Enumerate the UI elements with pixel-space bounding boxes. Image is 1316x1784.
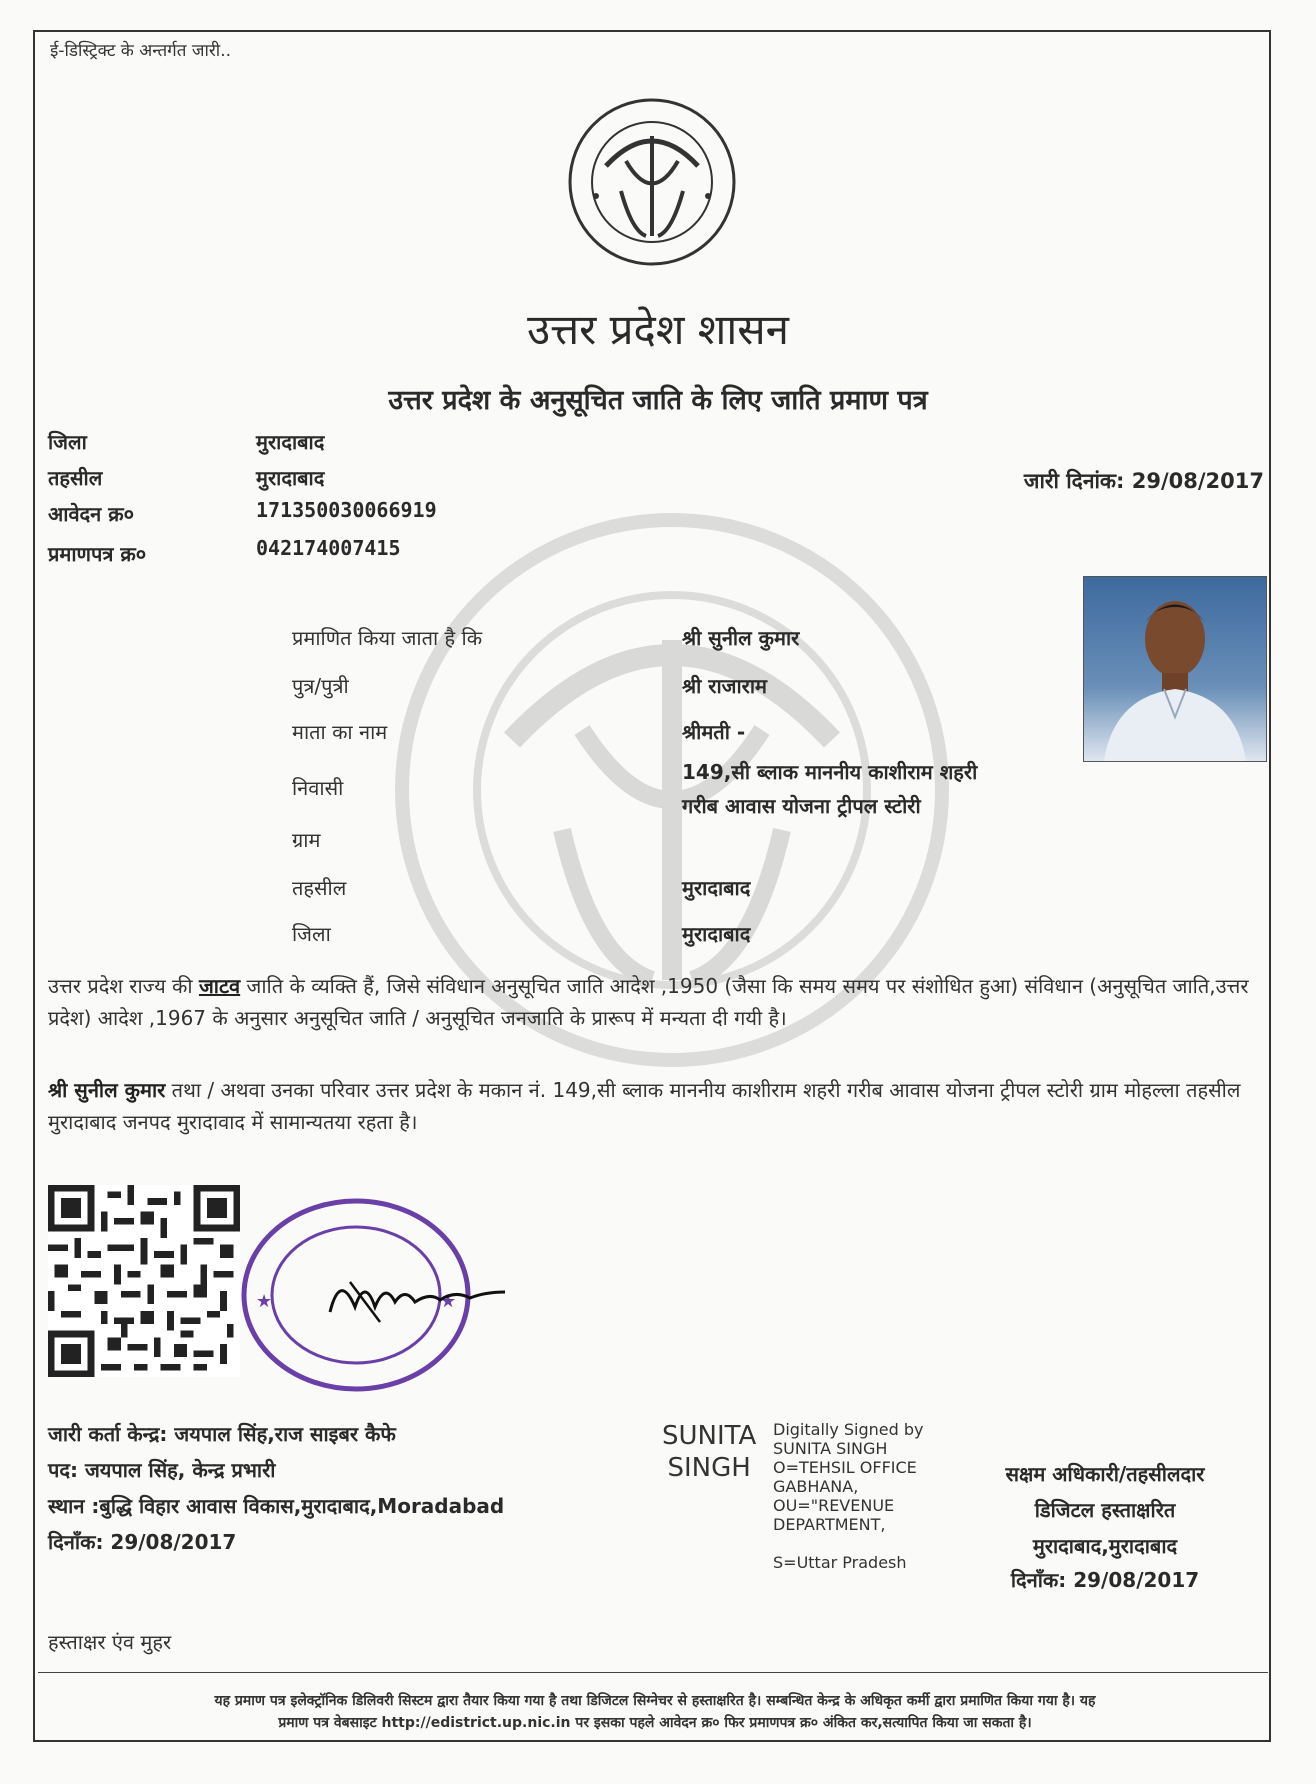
resident-label: निवासी: [292, 776, 344, 800]
ds-line: [773, 1534, 924, 1553]
ds-line: Digitally Signed by: [773, 1420, 924, 1439]
village-label: ग्राम: [292, 828, 321, 852]
ds-line: DEPARTMENT,: [773, 1515, 886, 1534]
son-daughter-of-label: पुत्र/पुत्री: [292, 674, 349, 698]
footer-note: [44, 1690, 1266, 1734]
application-number-label: आवेदन क्र०: [48, 502, 135, 526]
authority-title: सक्षम अधिकारी/तहसीलदार: [1005, 1462, 1205, 1486]
residence-statement: [48, 1074, 1268, 1138]
certificate-number-label: प्रमाणपत्र क्र०: [48, 542, 147, 566]
residence-statement-text: तथा / अथवा उनका परिवार उत्तर प्रदेश के मकान नं. 149,सी ब्लाक माननीय काशीराम शहरी गरीब आवास योजना ट्रीपल स्टोरी ग्राम मोहल्ला तहसील मुरादाबाद जनपद मुरादावाद में सामान्यतया रहता है।: [48, 1078, 1241, 1134]
authority-date: दिनाँक: 29/08/2017: [1010, 1568, 1200, 1592]
svg-text:★: ★: [440, 1291, 457, 1312]
field-district-value: मुरादाबाद: [682, 922, 751, 946]
edistrict-note: ई-डिस्ट्रिक्ट के अन्तर्गत जारी..: [50, 41, 232, 61]
district-label: जिला: [48, 430, 87, 454]
certificate-number-value: 042174007415: [256, 536, 401, 560]
tehsil-label: तहसील: [48, 466, 103, 490]
application-number-value: 171350030066919: [256, 498, 437, 522]
issuer-date: दिनाँक: 29/08/2017: [48, 1530, 237, 1554]
digital-signer-last-name: SINGH: [667, 1453, 751, 1483]
field-tehsil-label: तहसील: [292, 876, 347, 900]
resident-address-line2: गरीब आवास योजना ट्रीपल स्टोरी: [682, 794, 921, 818]
svg-text:★: ★: [256, 1291, 273, 1312]
district-value: मुरादाबाद: [256, 430, 325, 454]
issuer-place: स्थान :बुद्धि विहार आवास विकास,मुरादाबाद,Moradabad: [48, 1494, 505, 1518]
field-tehsil-value: मुरादाबाद: [682, 876, 751, 900]
up-government-emblem: [566, 96, 738, 268]
ds-line: O=TEHSIL OFFICE: [773, 1458, 917, 1477]
tehsil-value: मुरादाबाद: [256, 466, 325, 490]
footer-divider: [38, 1672, 1268, 1673]
ds-line: S=Uttar Pradesh: [773, 1553, 907, 1572]
caste-statement-post: जाति के व्यक्ति हैं, जिसे संविधान अनुसूचित जाति आदेश ,1950 (जैसा कि समय समय पर संशोधित हुआ) संविधान (अनुसूचित जाति,उत्तर प्रदेश) आदेश ,1967 के अनुसार अनुसूचित जाति / अनुसूचित जनजाति के प्रारूप में मन्यता दी गयी है।: [48, 974, 1249, 1030]
footer-line-2: प्रमाण पत्र वेबसाइट http://edistrict.up.nic.in पर इसका पहले आवेदन क्र० फिर प्रमाणपत्र क्र० अंकित कर,सत्यापित किया जा सकता है।: [278, 1715, 1032, 1731]
caste-statement: [48, 970, 1268, 1034]
ds-line: SUNITA SINGH: [773, 1439, 888, 1458]
caste-statement-pre: उत्तर प्रदेश राज्य की: [48, 974, 199, 998]
issue-date: जारी दिनांक: 29/08/2017: [1023, 469, 1264, 493]
issuing-center: जारी कर्ता केन्द्र: जयपाल सिंह,राज साइबर कैफे: [48, 1422, 396, 1446]
handwritten-signature: [320, 1262, 520, 1332]
field-district-label: जिला: [292, 922, 331, 946]
mother-name-label: माता का नाम: [292, 720, 388, 744]
footer-line-1: यह प्रमाण पत्र इलेक्ट्रॉनिक डिलिवरी सिस्टम द्वारा तैयार किया गया है तथा डिजिटल सिग्नेचर से हस्ताक्षरित है। सम्बन्धित केन्द्र के अधिकृत कर्मी द्वारा प्रमाणित किया गया है। यह: [214, 1693, 1096, 1709]
digital-signer-first-name: SUNITA: [662, 1421, 757, 1451]
certified-that-label: प्रमाणित किया जाता है कि: [292, 626, 483, 650]
father-name: श्री राजाराम: [682, 674, 768, 698]
applicant-photo: [1083, 576, 1267, 762]
caste-name: जाटव: [198, 974, 241, 998]
qr-code: [48, 1185, 240, 1377]
issuer-post: पद: जयपाल सिंह, केन्द्र प्रभारी: [48, 1458, 276, 1482]
authority-digital-signed: डिजिटल हस्ताक्षरित: [1034, 1498, 1176, 1522]
ds-line: OU="REVENUE: [773, 1496, 895, 1515]
signature-and-seal-label: हस्ताक्षर एंव मुहर: [48, 1630, 172, 1654]
ds-line: GABHANA,: [773, 1477, 859, 1496]
document-title: उत्तर प्रदेश शासन: [527, 305, 789, 354]
residence-person-name: श्री सुनील कुमार: [48, 1078, 166, 1102]
mother-name: श्रीमती -: [682, 720, 746, 744]
document-subtitle: उत्तर प्रदेश के अनुसूचित जाति के लिए जाति प्रमाण पत्र: [388, 385, 928, 416]
resident-address-line1: 149,सी ब्लाक माननीय काशीराम शहरी: [682, 760, 978, 784]
applicant-name: श्री सुनील कुमार: [682, 626, 800, 650]
authority-location: मुरादाबाद,मुरादाबाद: [1032, 1534, 1178, 1558]
digital-signature-details: [773, 1420, 924, 1572]
digital-signer-name: [662, 1420, 756, 1484]
